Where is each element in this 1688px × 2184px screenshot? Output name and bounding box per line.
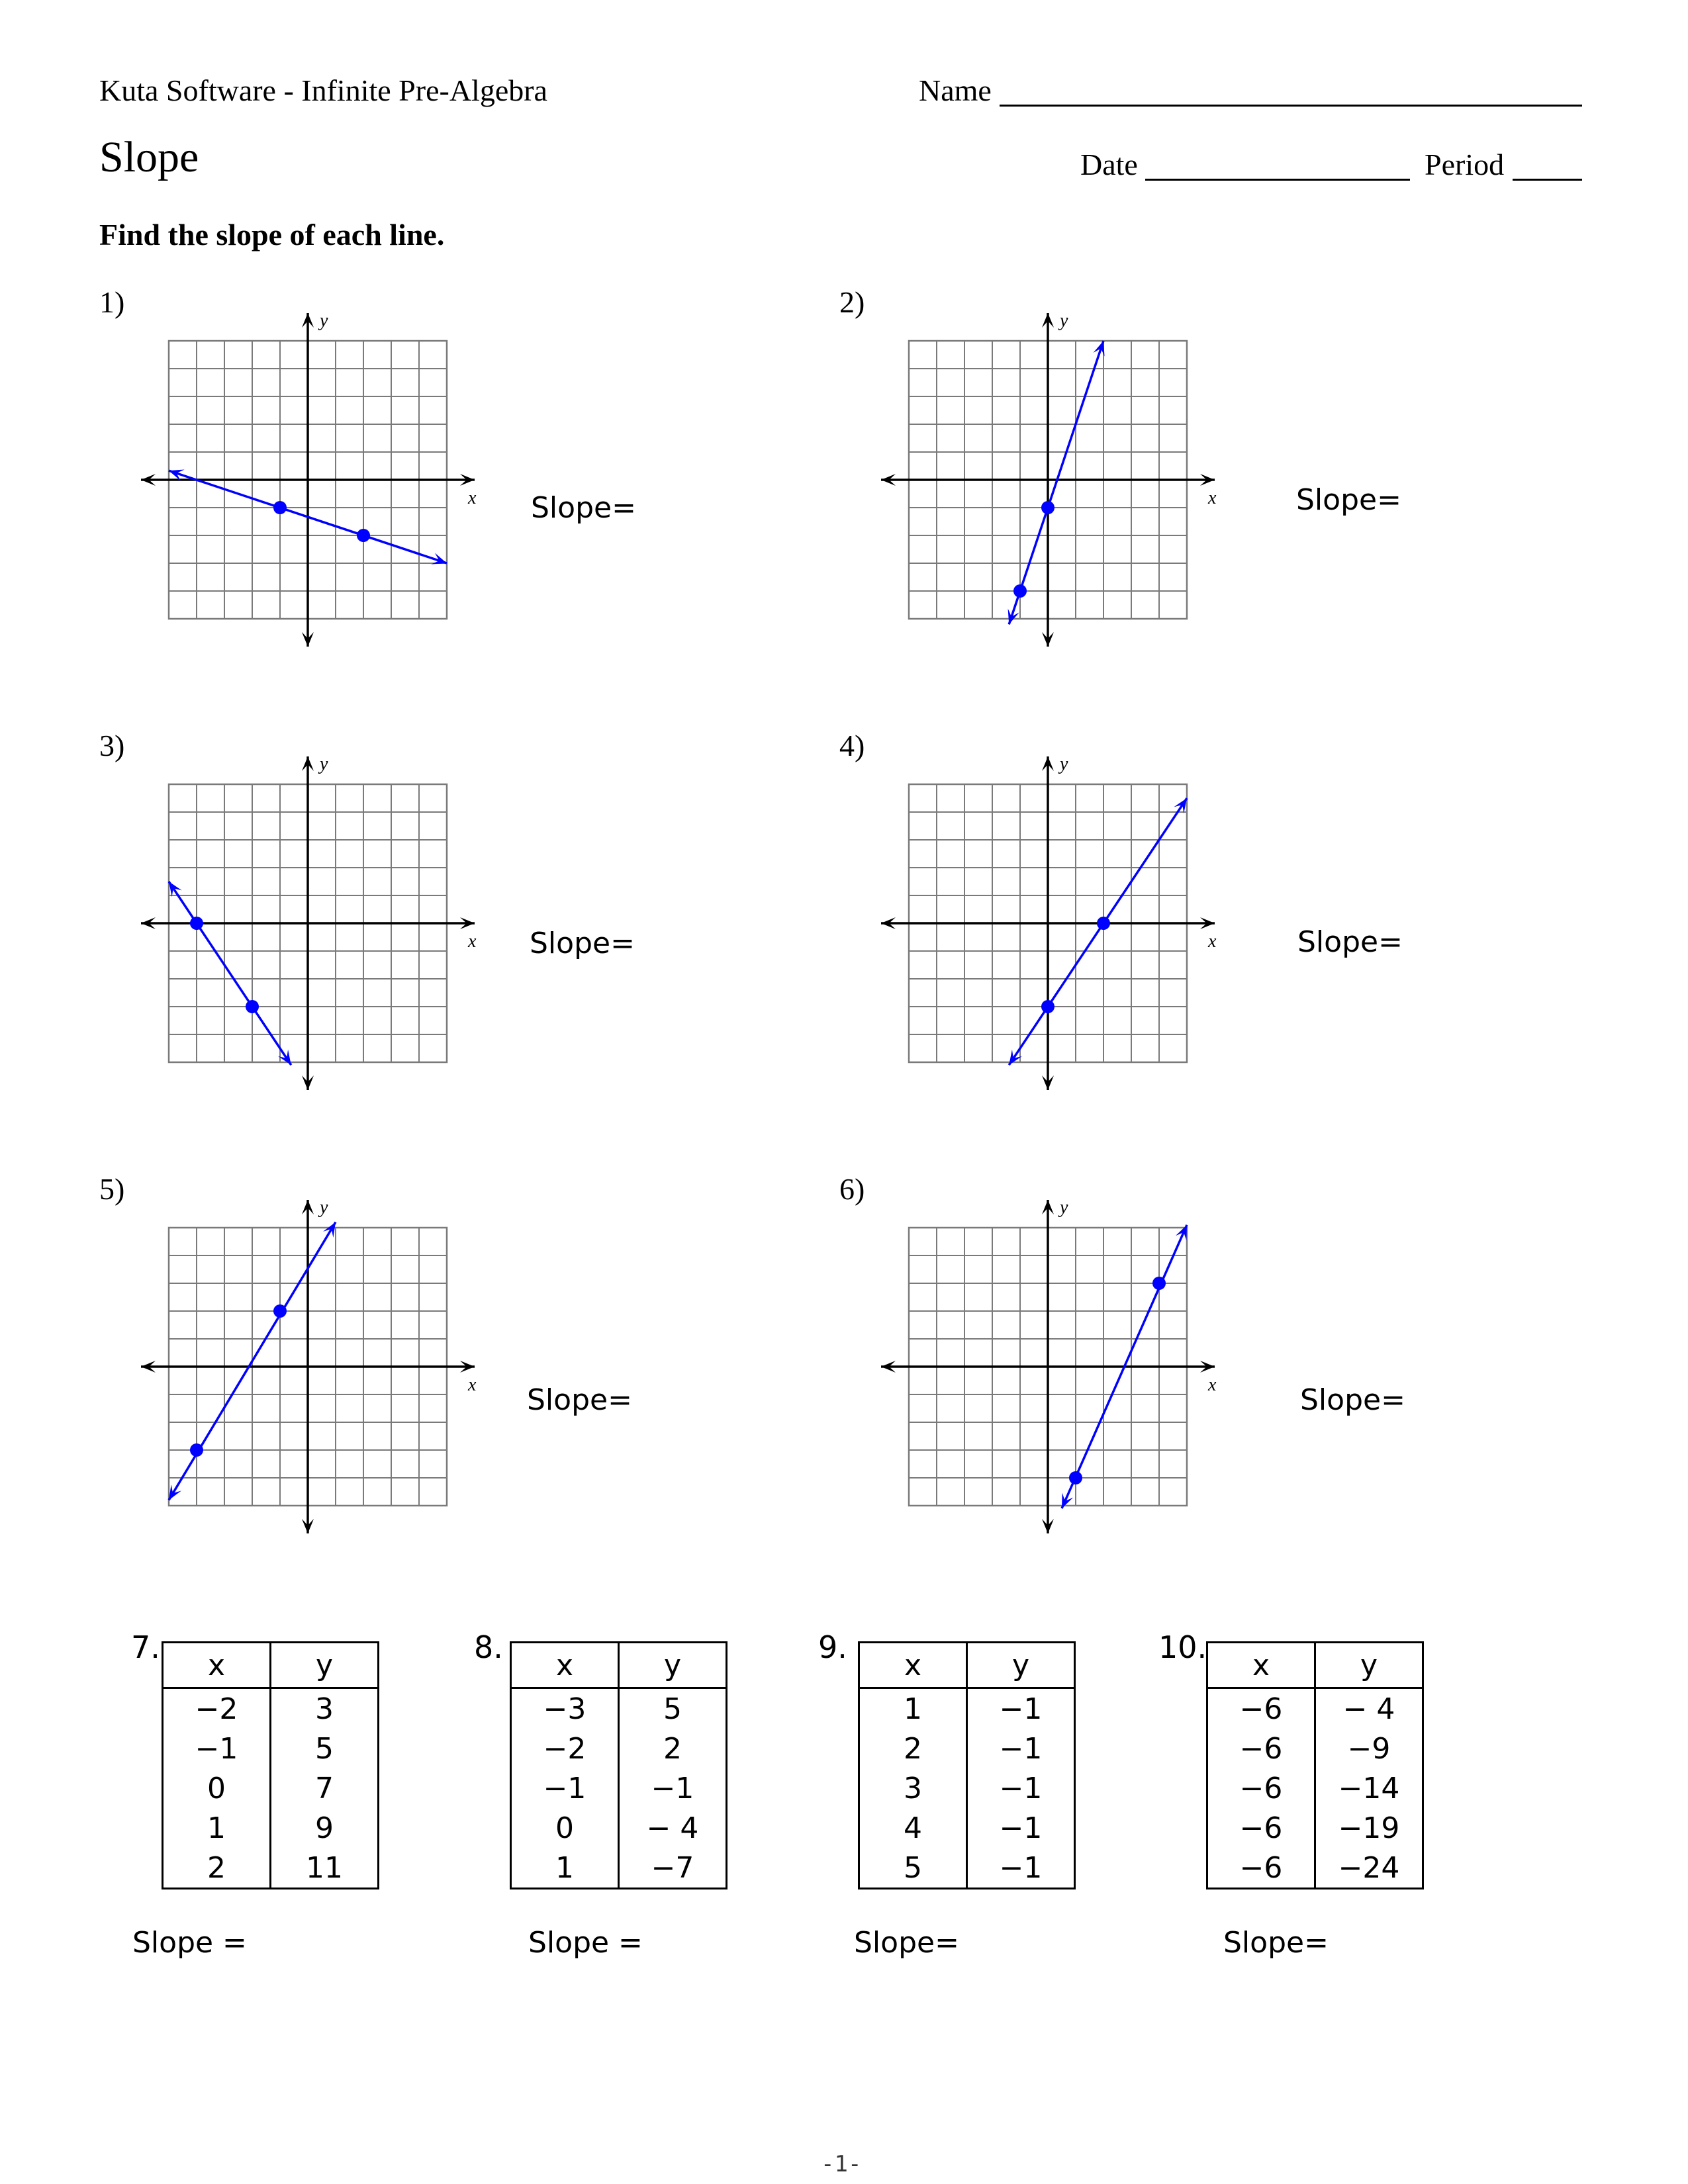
plotted-point <box>1041 501 1055 514</box>
table-cell: −19 <box>1315 1808 1423 1848</box>
table-cell: −1 <box>511 1768 619 1808</box>
table-cell: 5 <box>859 1848 967 1889</box>
problem-8-slope-label: Slope = <box>528 1926 643 1960</box>
plotted-point <box>1069 1471 1082 1484</box>
page-number: -1- <box>821 2151 862 2177</box>
problem-10-table <box>1206 1641 1424 1889</box>
problem-10-number: 10. <box>1158 1629 1207 1665</box>
table-cell: −1 <box>967 1848 1075 1889</box>
column-header-x: x <box>1207 1643 1315 1688</box>
y-axis-label: y <box>320 1197 328 1218</box>
plotted-point <box>190 1443 203 1457</box>
y-axis-label: y <box>320 310 328 331</box>
table-cell: 2 <box>859 1729 967 1768</box>
table-cell: −9 <box>1315 1729 1423 1768</box>
problem-5-slope-label: Slope= <box>527 1383 632 1417</box>
table-cell: 0 <box>511 1808 619 1848</box>
plotted-point <box>1013 584 1027 598</box>
problem-5-number: 5) <box>99 1172 125 1206</box>
period-blank[interactable] <box>1513 179 1582 181</box>
problem-8-table <box>510 1641 727 1889</box>
y-axis-label: y <box>1060 310 1068 331</box>
table-cell: 1 <box>511 1848 619 1889</box>
table-cell: 2 <box>619 1729 727 1768</box>
table-cell: 4 <box>859 1808 967 1848</box>
plotted-point <box>1097 917 1110 930</box>
table-cell: −6 <box>1207 1768 1315 1808</box>
plotted-line <box>1009 341 1103 624</box>
table-cell: −1 <box>967 1768 1075 1808</box>
problem-1-slope-label: Slope= <box>531 491 636 525</box>
name-blank[interactable] <box>1000 105 1582 107</box>
problem-2-slope-label: Slope= <box>1296 483 1401 517</box>
table-cell: −1 <box>967 1808 1075 1848</box>
table-cell: 3 <box>859 1768 967 1808</box>
table-cell: −6 <box>1207 1688 1315 1729</box>
table-cell: 3 <box>271 1688 379 1729</box>
problem-9-number: 9. <box>818 1629 847 1665</box>
period-label: Period <box>1425 148 1505 181</box>
problem-2-number: 2) <box>839 285 865 319</box>
problem-8-number: 8. <box>474 1629 503 1665</box>
problem-2-graph <box>879 311 1223 655</box>
table-cell: 9 <box>271 1808 379 1848</box>
table-cell: −1 <box>967 1729 1075 1768</box>
x-axis-label: x <box>1208 1375 1217 1395</box>
table-cell: − 4 <box>1315 1688 1423 1729</box>
problem-9-table <box>858 1641 1076 1889</box>
problem-9-slope-label: Slope= <box>854 1926 959 1960</box>
plotted-point <box>1152 1277 1166 1290</box>
y-axis-label: y <box>1060 754 1068 774</box>
table-cell: −2 <box>511 1729 619 1768</box>
table-cell: −24 <box>1315 1848 1423 1889</box>
column-header-y: y <box>967 1643 1075 1688</box>
problem-7-number: 7. <box>131 1629 160 1665</box>
column-header-x: x <box>163 1643 271 1688</box>
problem-6-number: 6) <box>839 1172 865 1206</box>
problem-3-slope-label: Slope= <box>530 927 635 960</box>
table-cell: 2 <box>163 1848 271 1889</box>
problem-3-number: 3) <box>99 729 125 762</box>
name-label: Name <box>919 73 992 107</box>
column-header-x: x <box>511 1643 619 1688</box>
x-axis-label: x <box>468 1375 477 1395</box>
table-cell: −1 <box>163 1729 271 1768</box>
x-axis-label: x <box>1208 488 1217 508</box>
plotted-point <box>246 1000 259 1013</box>
problem-4-graph <box>879 754 1223 1099</box>
table-cell: −14 <box>1315 1768 1423 1808</box>
plotted-line-arrow-end <box>323 1222 336 1238</box>
plotted-point <box>357 529 370 542</box>
problem-7-table <box>162 1641 379 1889</box>
column-header-y: y <box>619 1643 727 1688</box>
y-axis-label: y <box>320 754 328 774</box>
plotted-point <box>273 501 287 514</box>
date-label: Date <box>1080 148 1138 181</box>
column-header-x: x <box>859 1643 967 1688</box>
x-axis-label: x <box>468 488 477 508</box>
table-cell: −6 <box>1207 1808 1315 1848</box>
table-cell: 5 <box>271 1729 379 1768</box>
instructions: Find the slope of each line. <box>99 218 445 251</box>
problem-10-slope-label: Slope= <box>1223 1926 1329 1960</box>
table-cell: − 4 <box>619 1808 727 1848</box>
table-cell: −1 <box>967 1688 1075 1729</box>
column-header-y: y <box>271 1643 379 1688</box>
x-axis-label: x <box>468 931 477 952</box>
plotted-line-arrow-start <box>169 1484 181 1500</box>
problem-6-graph <box>879 1198 1223 1542</box>
column-header-y: y <box>1315 1643 1423 1688</box>
y-axis-label: y <box>1060 1197 1068 1218</box>
problem-4-number: 4) <box>839 729 865 762</box>
plotted-line <box>1009 798 1187 1065</box>
table-cell: −1 <box>619 1768 727 1808</box>
problem-6-slope-label: Slope= <box>1300 1383 1405 1417</box>
x-axis-label: x <box>1208 931 1217 952</box>
plotted-point <box>273 1304 287 1318</box>
date-blank[interactable] <box>1145 179 1410 181</box>
table-cell: 1 <box>163 1808 271 1848</box>
table-cell: 1 <box>859 1688 967 1729</box>
table-cell: 7 <box>271 1768 379 1808</box>
plotted-point <box>190 917 203 930</box>
table-cell: −6 <box>1207 1729 1315 1768</box>
table-cell: 11 <box>271 1848 379 1889</box>
problem-3-graph <box>139 754 483 1099</box>
table-cell: −7 <box>619 1848 727 1889</box>
problem-1-number: 1) <box>99 285 125 319</box>
problem-7-slope-label: Slope = <box>132 1926 247 1960</box>
table-cell: −2 <box>163 1688 271 1729</box>
plotted-line <box>169 882 291 1065</box>
table-cell: −6 <box>1207 1848 1315 1889</box>
problem-4-slope-label: Slope= <box>1297 925 1403 959</box>
problem-5-graph <box>139 1198 483 1542</box>
problem-1-graph <box>139 311 483 655</box>
page-title: Slope <box>99 133 199 181</box>
table-cell: 0 <box>163 1768 271 1808</box>
plotted-point <box>1041 1000 1055 1013</box>
publisher-header: Kuta Software - Infinite Pre-Algebra <box>99 73 547 107</box>
table-cell: 5 <box>619 1688 727 1729</box>
table-cell: −3 <box>511 1688 619 1729</box>
